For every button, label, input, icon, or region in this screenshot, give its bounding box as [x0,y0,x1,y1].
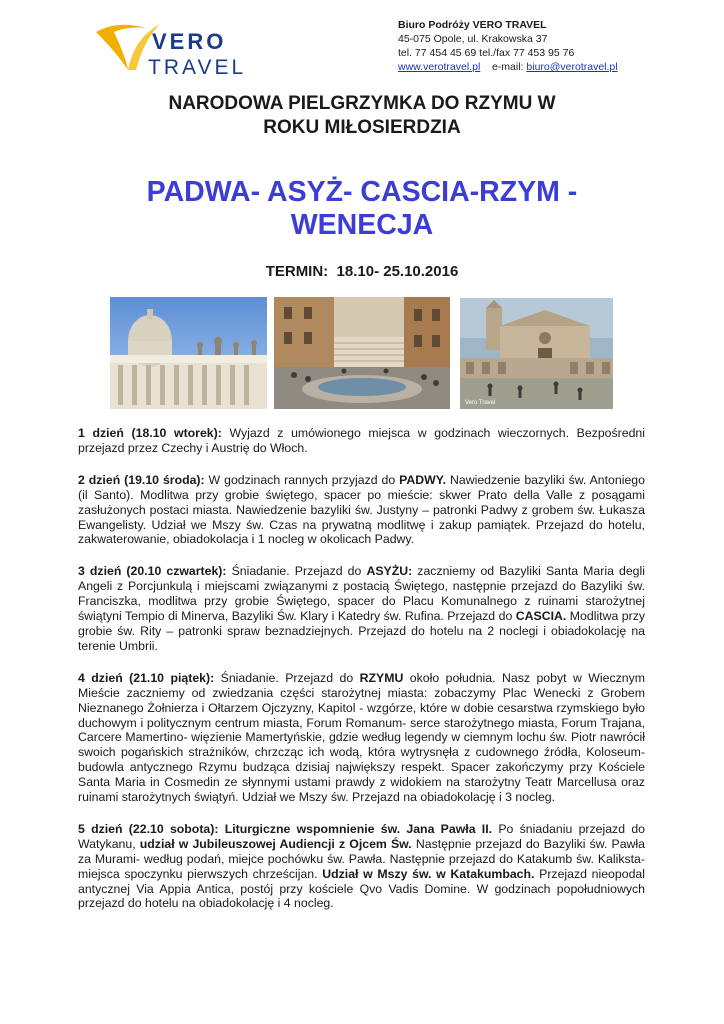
termin-dates: 18.10- 25.10.2016 [336,263,459,280]
email-label: e-mail: [491,61,524,73]
day-4: 4 dzień (21.10 piątek): Śniadanie. Przejazd do RZYMU około południa. Nasz pobyt w Wiecznym Mieście zaczniemy od zwiedzania części starożytnej miasta: zobaczymy Plac Wenecki z Grobem Nieznanego Żołnierza i Ołtarzem Ojczyzny, Kapitol - wzgórze, które w dobie cesarstwa rzymskiego było duchowym i politycznym centrum miasta, Forum Romanum- serce starożytnego miasta, Forum Trajana, Carcere Mamertino- więzienie Mamertyńskie, gdzie według legendy w ciemnym lochu św. Piotr nawrócił swoich pogańskich strażników, chrzcząc ich wodą, która wytrysnęła z cudownego źródła, Koloseum- budowla antycznego Rzymu budząca dzisiaj największy respekt. Spacer zakończymy przy Kościele Santa Maria in Cosmedin ze słynnymi ustami prawdy z widokiem na starożytny Teatr Marcellusa oraz ruinami starożytnych świątyń. Udział we Mszy św. Przejazd na obiadokolację i 3 nocleg. [78,670,645,805]
website-link[interactable]: www.verotravel.pl [398,61,481,73]
route-title-line2: WENECJA [290,209,434,241]
company-phones: tel. 77 454 45 69 tel./fax 77 453 95 76 [398,47,575,59]
vero-travel-logo [88,18,248,80]
piazza-fountain-photo [274,297,450,409]
itinerary [78,426,645,928]
assisi-basilica-photo [460,298,613,409]
web-email-line [398,60,618,74]
pilgrimage-title-line1: NARODOWA PIELGRZYMKA DO RZYMU W [168,93,556,114]
company-name: Biuro Podróży VERO TRAVEL [398,19,547,31]
day-5: 5 dzień (22.10 sobota): Liturgiczne wspomnienie św. Jana Pawła II. Po śniadaniu przejazd do Watykanu, udział w Jubileuszowej Audiencji z Ojcem Św. Następnie przejazd do Bazyliki św. Pawła za Murami- według podań, miejce pochówku św. Pawła. Następnie przejazd do Katakumb św. Kaliksta- miejsca spoczynku pierwszych chrześcijan. Udział w Mszy św. w Katakumbach. Przejazd nieopodal antycznej Via Appia Antica, postój przy kościele Qvo Vadis Domine. W godzinach popołudniowych przejazd do hotelu na obiadokolację i 4 nocleg. [78,821,645,911]
contact-block [398,18,618,74]
day-2-heading: 2 dzień (19.10 środa): [78,472,205,487]
company-address: 45-075 Opole, ul. Krakowska 37 [398,33,548,45]
route-title-line1: PADWA- ASYŻ- CASCIA-RZYM - [146,176,578,208]
route-title [0,176,724,242]
termin-line [0,263,724,280]
day-1: 1 dzień (18.10 wtorek): Wyjazd z umówionego miejsca w godzinach wieczornych. Bezpośredni przejazd przez Czechy i Austrię do Włoch. [78,426,645,455]
day-1-heading: 1 dzień (18.10 wtorek): [78,426,222,440]
day-4-heading: 4 dzień (21.10 piątek): [78,670,215,685]
pilgrimage-title [0,92,724,140]
day-3-heading: 3 dzień (20.10 czwartek): [78,564,227,579]
day-5-heading: 5 dzień (22.10 sobota): [78,821,219,836]
photo-watermark: Vero Travel [465,400,496,406]
st-peters-basilica-photo [110,297,267,409]
day-2: 2 dzień (19.10 środa): W godzinach rannych przyjazd do PADWY. Nawiedzenie bazyliki św. Antoniego (il Santo). Modlitwa przy grobie świętego, spacer po mieście: skwer Prato della Valle z posągami zasłużonych postaci miasta. Nawiedzenie bazyliki św. Justyny – patronki Padwy z grobem św. Łukasza Ewangelisty. Udział we Mszy św. Czas na prywatną modlitwę i zakup pamiątek. Przejazd do hotelu, zakwaterowanie, obiadokolacja i 1 nocleg w okolicach Padwy. [78,472,645,547]
logo-word-vero: VERO [152,29,227,54]
email-link[interactable]: biuro@verotravel.pl [526,61,618,73]
termin-label: TERMIN: [265,263,329,280]
logo-word-travel: TRAVEL [148,56,247,79]
pilgrimage-title-line2: ROKU MIŁOSIERDZIA [263,117,461,138]
day-3: 3 dzień (20.10 czwartek): Śniadanie. Przejazd do ASYŻU: zaczniemy od Bazyliki Santa Maria degli Angeli z Porcjunkulą i miejscami związanymi z postacią Świętego, następnie przejazd do Bazyliki św. Franciszka, modlitwa przy grobie Świętego, spacer do Placu Komunalnego z ruinami starożytnej świątyni Tempio di Minerva, Bazyliki Św. Klary i Katedry św. Rufina. Przejazd do CASCIA. Modlitwa przy grobie św. Rity – patronki spraw beznadziejnych. Przejazd do hotelu na 2 noclegi i obiadokolację na terenie Umbrii. [78,564,646,653]
